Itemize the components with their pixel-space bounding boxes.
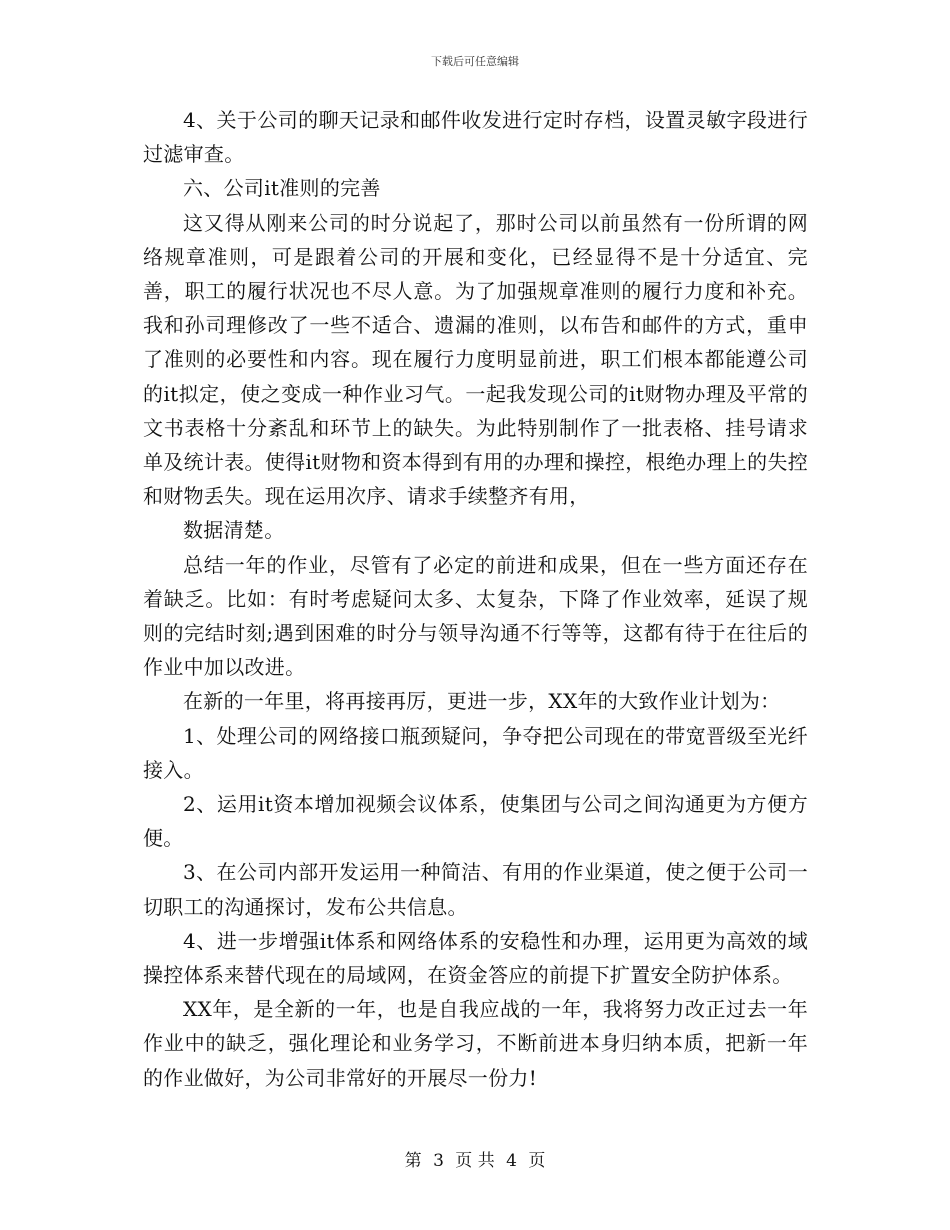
footer-suffix: 页 xyxy=(528,1151,546,1171)
footer-prefix: 第 xyxy=(404,1151,422,1171)
page-header: 下载后可任意编辑 xyxy=(431,55,519,68)
footer-middle: 页 共 xyxy=(455,1151,495,1171)
paragraph: 这又得从刚来公司的时分说起了，那时公司以前虽然有一份所谓的网络规章准则，可是跟着公司的开展和变化，已经显得不是十分适宜、完善，职工的履行状况也不尽人意。为了加强规章准则的履行力度和补充。我和孙司理修改了一些不适合、遗漏的准则，以布告和邮件的方式，重申了准则的必要性和内容。现在履行力度明显前进，职工们根本都能遵公司的it拟定，使之变成一种作业习气。一起我发现公司的it财物办理及平常的文书表格十分紊乱和环节上的缺失。为此特别制作了一批表格、挂号请求单及统计表。使得it财物和资本得到有用的办理和操控，根绝办理上的失控和财物丢失。现在运用次序、请求手续整齐有用， xyxy=(143,210,808,509)
page-footer xyxy=(0,1146,950,1171)
page-number: 3 xyxy=(433,1151,444,1171)
list-item: 1、处理公司的网络接口瓶颈疑问，争夺把公司现在的带宽晋级至光纤接入。 xyxy=(143,723,808,782)
document-body xyxy=(143,103,808,1095)
section-heading: 六、公司it准则的完善 xyxy=(183,176,381,201)
paragraph: 在新的一年里，将再接再厉，更进一步，XX年的大致作业计划为： xyxy=(183,689,781,714)
paragraph: 4、关于公司的聊天记录和邮件收发进行定时存档，设置灵敏字段进行过滤审查。 xyxy=(143,108,808,167)
list-item: 4、进一步增强it体系和网络体系的安稳性和办理，运用更为高效的域操控体系来替代现在的局域网，在资金答应的前提下扩置安全防护体系。 xyxy=(143,928,808,988)
list-item: 3、在公司内部开发运用一种简洁、有用的作业渠道，使之便于公司一切职工的沟通探讨，发布公共信息。 xyxy=(143,860,808,919)
page-total: 4 xyxy=(506,1151,517,1171)
paragraph: 数据清楚。 xyxy=(183,518,285,543)
list-item: 2、运用it资本增加视频会议体系，使集团与公司之间沟通更为方便方便。 xyxy=(143,792,808,851)
paragraph: 总结一年的作业，尽管有了必定的前进和成果，但在一些方面还存在着缺乏。比如：有时考虑疑问太多、太复杂，下降了作业效率，延误了规则的完结时刻;遇到困难的时分与领导沟通不行等等，这都有待于在往后的作业中加以改进。 xyxy=(143,552,808,680)
paragraph: XX年，是全新的一年，也是自我应战的一年，我将努力改正过去一年作业中的缺乏，强化理论和业务学习，不断前进本身归纳本质，把新一年的作业做好，为公司非常好的开展尽一份力! xyxy=(143,997,808,1090)
